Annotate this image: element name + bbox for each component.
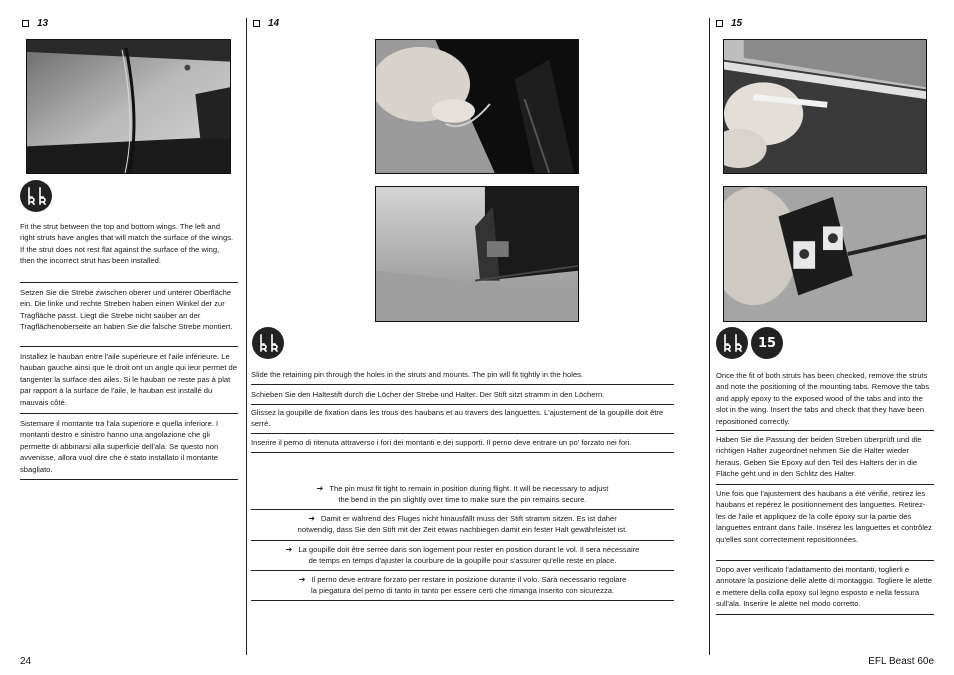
step-14-text-fr: Glissez la goupille de fixation dans les trous des haubans et au travers des languettes. L'ajustement de la goupille doit être serré. — [251, 408, 664, 429]
step-13-text-de: Setzen Sie die Strebe zwischen oberer und unterer Oberfläche ein. Die linke und rechte Streben haben einen Winkel der zur Tragfläche passt. Liegt die Strebe nicht sauber an der Tragflächenoberseite an haben Sie die falsche Strebe montiert. — [20, 288, 233, 332]
divider — [716, 560, 934, 561]
step-number: 14 — [268, 18, 280, 29]
step-14-note-en: ➔ The pin must fit tight to remain in position during flight. It will be necessary to adjust the bend in the pin slightly over time to make sure the pin remains secure. — [316, 484, 609, 505]
divider — [251, 433, 674, 434]
step-14-note-de: ➔ Damit er während des Fluges nicht hinausfällt muss der Stift stramm sitzen. Es ist daher notwendig, dass Sie den Stift mit der Zeit etwas nachbiegen damit ein fester Halt gewährleistet ist. — [297, 514, 628, 535]
step-15-text-it: Dopo aver verificato l'adattamento dei montanti, toglierli e annotare la posizione delle alette di montaggio. Togliere le alette e mettere della colla epoxy sul legno esposto e nella fessura sull'ala. Inserire le alette nel modo corretto. — [716, 565, 933, 609]
product-name: EFL Beast 60e — [868, 656, 934, 667]
divider — [251, 540, 674, 541]
step-14-photo-top — [375, 39, 579, 174]
divider — [251, 404, 674, 405]
step-13-text-en: Fit the strut between the top and bottom wings. The left and right struts have angles that will match the surface of the wings. If the strut does not rest flat against the surface of the wing, then the incorrect strut has been installed. — [20, 222, 234, 266]
step-14-note-fr: ➔ La goupille doit être serrée dans son logement pour rester en position durant le vol. Il sera nécessaire de temps en temps d'ajuster la courbure de la goupille pour s'assurer qu'elle reste en place. — [285, 545, 640, 566]
column-divider-right — [709, 18, 710, 655]
checkbox-icon — [253, 20, 260, 27]
step-15-photo-top — [723, 39, 927, 174]
arrow-right-icon: ➔ — [298, 575, 306, 584]
checkbox-icon — [716, 20, 723, 27]
left-right-symmetry-icon — [252, 327, 284, 359]
step-number: 15 — [731, 18, 743, 29]
divider — [251, 600, 674, 601]
divider — [716, 484, 934, 485]
divider — [251, 452, 674, 453]
step-13-text-it: Sistemare il montante tra l'ala superiore e quella inferiore. I montanti destro e sinistro hanno una angolazione che gli permette di abbinarsi alla superficie dell'ala. Se questo non avvenisse, allora vuol dire che è stato installato il montante sbagliato. — [20, 419, 219, 474]
step-number: 13 — [37, 18, 49, 29]
step-15-text-en: Once the fit of both struts has been checked, remove the struts and note the positioning of the mounting tabs. Remove the tabs and apply epoxy to the exposed wood of the tabs and into the slot in the wing. Insert the tabs and check that they have been repositioned correctly. — [716, 371, 930, 426]
step-14-text-en: Slide the retaining pin through the holes in the struts and mounts. The pin will fit tightly in the holes. — [251, 370, 584, 379]
divider — [20, 413, 238, 414]
divider — [20, 282, 238, 283]
step-15-text-de: Haben Sie die Passung der beiden Streben überprüft und die richtigen Halter zugeordnet nehmen Sie die Halter wieder heraus. Geben Sie Epoxy auf den Teil des Halters der in die Fläche geht und in den Schlitz des Halter. — [716, 435, 922, 479]
step-15-heading — [716, 18, 742, 29]
arrow-right-icon: ➔ — [316, 484, 324, 493]
divider — [251, 509, 674, 510]
step-14-text-de: Schieben Sie den Haltestift durch die Löcher der Strebe und Halter. Der Stift sitzt stramm in den Löchern. — [251, 390, 605, 399]
checkbox-icon — [22, 20, 29, 27]
step-15-photo-bottom — [723, 186, 927, 322]
column-divider-left — [246, 18, 247, 655]
divider — [716, 430, 934, 431]
step-14-note-it: ➔ Il perno deve entrare forzato per restare in posizione durante il volo. Sarà necessario regolare la piegatura del perno di tanto in tanto per essere certi che rimanga inserito con sicurezza. — [298, 575, 627, 596]
step-15-text-fr: Une fois que l'ajustement des haubans a été vérifié, retirez les haubans et repérez le positionnement des languettes. Retirez-les de l'aile et appliquez de la colle époxy sur la partie des languettes entrant dans l'aile. Insérez les languettes et contrôlez qu'elles sont correctement repositionnées. — [716, 489, 932, 544]
step-14-text-it: Inserire il perno di ritenuta attraverso i fori dei montanti e dei supporti. Il perno deve entrare un po' forzato nei fori. — [251, 438, 632, 447]
arrow-right-icon: ➔ — [308, 514, 315, 523]
divider — [251, 384, 674, 385]
divider — [20, 346, 238, 347]
step-13-text-fr: Installez le hauban entre l'aile supérieure et l'aile inférieure. Le hauban gauche ainsi que le droit ont un angle qui leur permet de tangenter la surface des ailes. Si le hauban ne reste pas à plat par rapport à la surface de l'aile, le hauban est installé du mauvais côté. — [20, 352, 238, 407]
left-right-symmetry-icon — [716, 327, 748, 359]
page-number: 24 — [20, 656, 32, 667]
divider — [251, 570, 674, 571]
step-13-photo — [26, 39, 231, 174]
step-13-heading — [22, 18, 48, 29]
divider — [716, 614, 934, 615]
arrow-right-icon: ➔ — [285, 545, 293, 554]
step-14-photo-bottom — [375, 186, 579, 322]
left-right-symmetry-icon — [20, 180, 52, 212]
step-14-heading — [253, 18, 279, 29]
divider — [20, 479, 238, 480]
step-reference-badge: 15 — [751, 327, 783, 359]
